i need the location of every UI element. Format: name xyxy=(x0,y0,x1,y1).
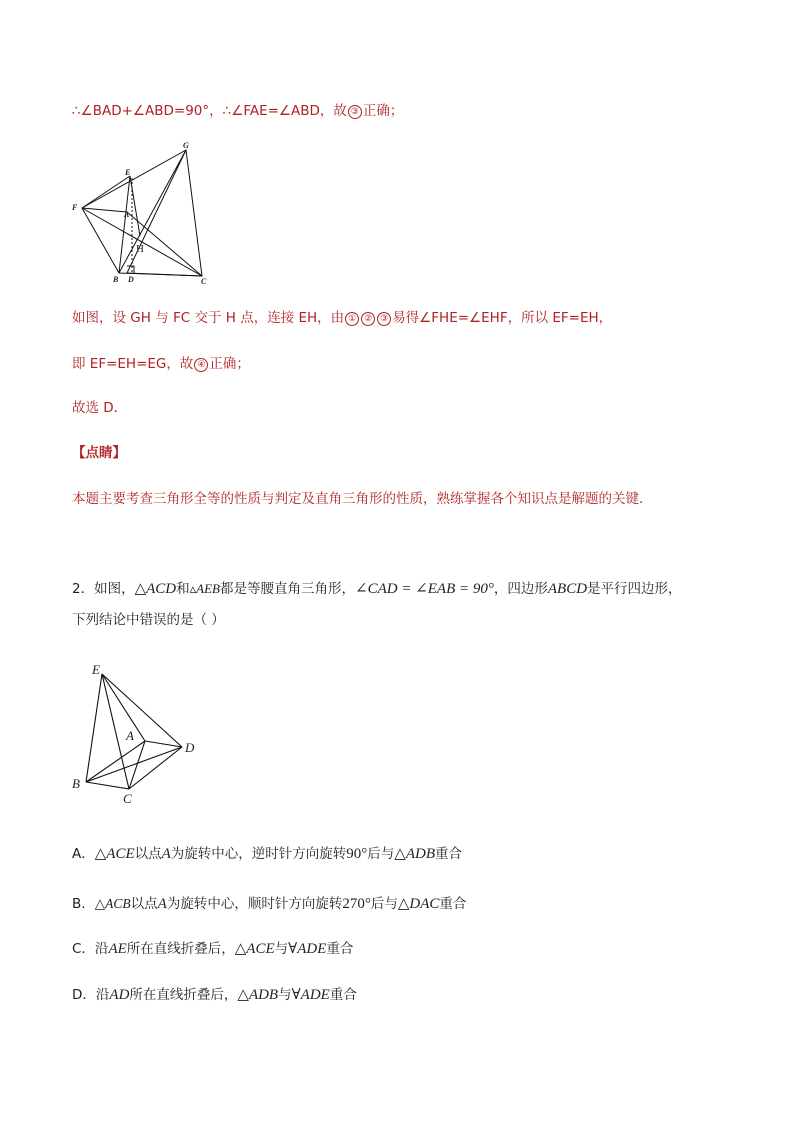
figure-2-diagram xyxy=(68,660,218,810)
option-text: 与 xyxy=(274,941,289,957)
question-number: 2．如图， xyxy=(72,581,135,597)
solution-text: ∴∠BAD+∠ABD=90°，∴∠FAE=∠ABD，故 xyxy=(72,103,347,119)
option-letter: A． xyxy=(72,846,95,862)
question-text: 都是等腰直角三角形， xyxy=(220,581,355,597)
option-text: 重合 xyxy=(439,896,467,912)
dianjing-text: 本题主要考查三角形全等的性质与判定及直角三角形的性质，熟练掌握各个知识点是解题的关键． xyxy=(72,491,653,507)
segment-BD xyxy=(86,747,182,782)
solution-text: 如图，设 GH 与 FC 交于 H 点，连接 EH，由 xyxy=(72,310,345,326)
label-H: H xyxy=(136,243,144,255)
math-expr: △DAC xyxy=(397,896,440,912)
circled-number: ② xyxy=(361,312,375,326)
solution-line-3 xyxy=(72,355,250,373)
label-B: B xyxy=(72,776,80,791)
solution-text: 正确； xyxy=(209,356,250,372)
circled-number: ③ xyxy=(377,312,391,326)
math-expr: △ACE xyxy=(94,846,135,862)
option-text: 重合 xyxy=(435,846,462,862)
math-expr: ▵AEB xyxy=(189,581,220,596)
figure-1-diagram xyxy=(68,142,228,290)
label-D: D xyxy=(128,275,134,284)
option-text: 后与 xyxy=(367,846,395,862)
segment-FE xyxy=(82,176,130,208)
label-C: C xyxy=(123,791,132,806)
math-expr: △ADB xyxy=(394,846,435,862)
label-B: B xyxy=(113,275,119,284)
figure-1-outline xyxy=(82,150,202,276)
option-C[interactable] xyxy=(72,940,353,958)
label-A: A xyxy=(126,728,134,743)
label-D: D xyxy=(185,740,195,755)
math-expr: ∀ADE xyxy=(288,941,327,957)
solution-text: 即 EF=EH=EG，故 xyxy=(72,356,194,372)
math-expr: △ACB xyxy=(94,896,131,911)
question-2-line-1 xyxy=(72,580,682,598)
option-text: 与 xyxy=(278,987,292,1003)
solution-text: 易得∠FHE=∠EHF，所以 EF=EH， xyxy=(392,310,613,326)
option-text: 为旋转中心，逆时针方向旋转 xyxy=(170,846,347,862)
option-A[interactable] xyxy=(72,845,462,863)
label-A: A xyxy=(124,210,130,219)
math-expr: ∠CAD = ∠EAB = 90° xyxy=(355,581,494,597)
circled-number: ① xyxy=(345,312,359,326)
segment-BA xyxy=(86,741,145,782)
segment-BC xyxy=(86,782,129,789)
segment-EB xyxy=(86,674,102,782)
option-letter: C．沿 xyxy=(72,941,109,957)
math-expr: AE xyxy=(108,941,127,957)
option-text: 重合 xyxy=(329,987,357,1003)
option-text: 重合 xyxy=(326,941,354,957)
option-D[interactable] xyxy=(72,986,357,1004)
circled-number: ④ xyxy=(194,358,208,372)
question-text: 是平行四边形， xyxy=(587,581,682,597)
segment-EB xyxy=(119,176,130,273)
option-text: 为旋转中心，顺时针方向旋转 xyxy=(166,896,343,912)
option-letter: D．沿 xyxy=(72,987,110,1003)
solution-text: 正确； xyxy=(362,103,404,119)
label-C: C xyxy=(201,277,207,286)
option-text: 后与 xyxy=(370,896,398,912)
option-text: 以点 xyxy=(134,846,162,862)
math-expr: ∀ADE xyxy=(291,987,330,1003)
label-E: E xyxy=(125,168,131,177)
segment-DC xyxy=(127,273,202,276)
label-G: G xyxy=(183,141,189,150)
math-expr: 90° xyxy=(346,846,368,862)
math-expr: △ADB xyxy=(237,987,279,1003)
question-text: 和 xyxy=(176,581,190,597)
math-expr: ABCD xyxy=(547,581,588,597)
option-text: 以点 xyxy=(130,896,158,912)
option-letter: B． xyxy=(72,896,95,912)
option-text: 所在直线折叠后， xyxy=(129,987,238,1003)
math-expr: △ACE xyxy=(234,941,275,957)
question-2-line-2: 下列结论中错误的是（ ） xyxy=(72,612,225,628)
math-expr: 270° xyxy=(342,896,371,912)
question-text: ，四边形 xyxy=(493,581,548,597)
label-E: E xyxy=(92,662,100,677)
option-text: 所在直线折叠后， xyxy=(126,941,235,957)
math-expr: AD xyxy=(109,987,130,1003)
dianjing-label: 【点睛】 xyxy=(72,445,126,461)
label-F: F xyxy=(72,203,78,212)
solution-line-4: 故选 D． xyxy=(72,400,128,416)
math-expr: A xyxy=(157,896,167,912)
math-expr: △ACD xyxy=(134,581,177,597)
option-B[interactable] xyxy=(72,895,466,913)
circled-number: ③ xyxy=(348,105,362,119)
segment-CD xyxy=(129,747,182,789)
solution-line-2 xyxy=(72,309,612,327)
solution-line-1 xyxy=(72,102,403,120)
math-expr: A xyxy=(161,846,171,862)
